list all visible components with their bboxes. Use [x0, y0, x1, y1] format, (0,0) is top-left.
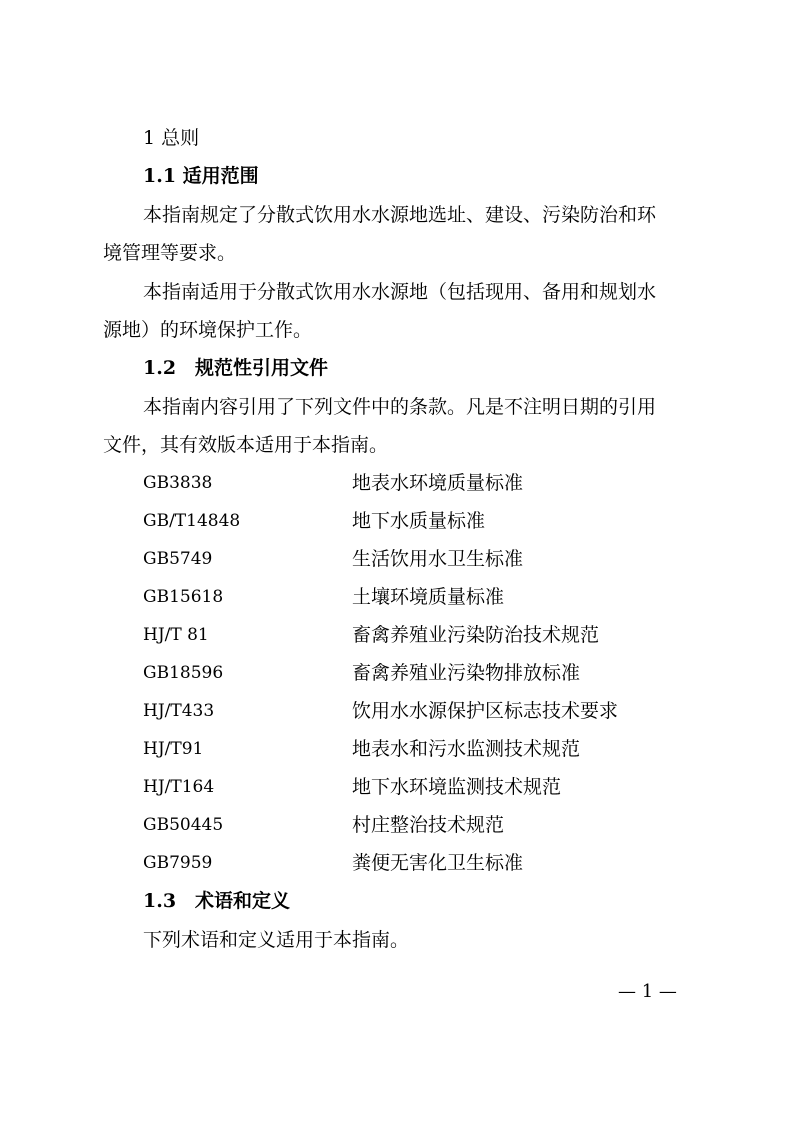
reference-code: HJ/T91: [143, 739, 204, 759]
paragraph-text: 源地）的环境保护工作。: [103, 319, 313, 341]
reference-code: GB3838: [143, 473, 213, 493]
reference-title: 生活饮用水卫生标准: [352, 548, 524, 570]
reference-code: GB15618: [143, 587, 224, 607]
reference-title: 地表水环境质量标准: [352, 472, 524, 494]
reference-title: 粪便无害化卫生标准: [352, 852, 524, 874]
reference-title: 土壤环境质量标准: [352, 586, 505, 608]
paragraph-text: 文件，其有效版本适用于本指南。: [103, 434, 389, 456]
reference-title: 地下水质量标准: [352, 510, 486, 532]
reference-title: 畜禽养殖业污染防治技术规范: [352, 624, 600, 646]
reference-code: GB/T14848: [143, 511, 241, 531]
reference-code: HJ/T164: [143, 777, 215, 797]
reference-code: HJ/T 81: [143, 625, 209, 645]
reference-title: 地表水和污水监测技术规范: [352, 738, 581, 760]
paragraph-text: 本指南内容引用了下列文件中的条款。凡是不注明日期的引用: [143, 396, 657, 418]
reference-title: 地下水环境监测技术规范: [352, 776, 562, 798]
reference-title: 饮用水水源保护区标志技术要求: [352, 700, 619, 722]
section-1-3-heading: 1.3 术语和定义: [143, 890, 291, 912]
reference-code: HJ/T433: [143, 701, 215, 721]
paragraph-text: 本指南适用于分散式饮用水水源地（包括现用、备用和规划水: [143, 281, 657, 303]
paragraph-text: 本指南规定了分散式饮用水水源地选址、建设、污染防治和环: [143, 204, 657, 226]
reference-code: GB5749: [143, 549, 213, 569]
paragraph-text: 下列术语和定义适用于本指南。: [143, 929, 410, 951]
reference-title: 畜禽养殖业污染物排放标准: [352, 662, 581, 684]
reference-code: GB7959: [143, 853, 213, 873]
reference-code: GB18596: [143, 663, 224, 683]
section-1-heading: 1 总则: [143, 127, 200, 149]
paragraph-text: 境管理等要求。: [103, 242, 237, 264]
section-1-2-heading: 1.2 规范性引用文件: [143, 357, 329, 379]
reference-title: 村庄整治技术规范: [352, 814, 505, 836]
reference-code: GB50445: [143, 815, 224, 835]
section-1-1-heading: 1.1 适用范围: [143, 165, 259, 187]
page-number: — 1 —: [618, 981, 677, 1002]
